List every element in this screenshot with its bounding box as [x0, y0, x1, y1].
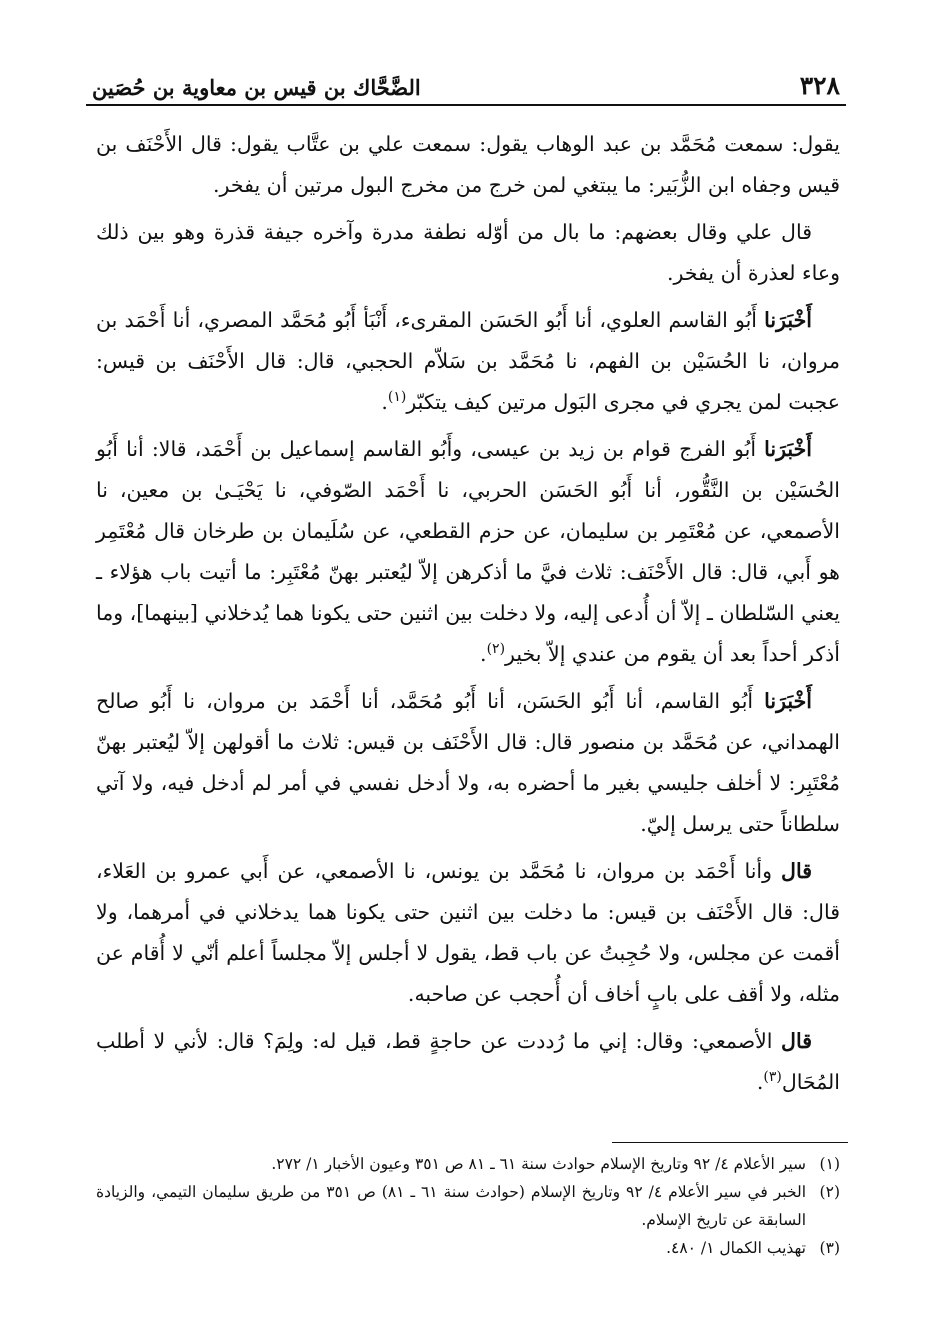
- footnote-marker: (٢): [486, 641, 506, 658]
- footnote-text: سير الأعلام ٤/ ٩٢ وتاريخ الإسلام حوادث سنة ٦١ ـ ٨١ ص ٣٥١ وعيون الأخبار ١/ ٢٧٢.: [271, 1155, 806, 1173]
- paragraph-text: الأصمعي: وقال: إني ما رُددت عن حاجةٍ قط، قيل له: ولِمَ؟ قال: لأني لا أطلب المُحَال: [96, 1029, 840, 1094]
- footnote: [96, 1178, 840, 1234]
- page-number: ٣٢٨: [799, 71, 840, 100]
- header-rule: [86, 104, 846, 106]
- footnotes: [96, 1150, 840, 1262]
- paragraph: أَخْبَرَنا أَبُو الفرج قوام بن زيد بن عيسى، وأَبُو القاسم إسماعيل بن أَحْمَد، قالا: أنا أَبُو الحُسَيْن بن النَّقُّور، أنا أَبُو الحَسَن الحربي، نا أَحْمَد الصّوفي، نا يَحْيَـىٰ بن معين، نا الأصمعي، عن مُعْتَمِر بن سليمان، عن حزم القطعي، عن سُلَيمان بن طرخان قال مُعْتَمِر هو أَبي، قال: قال الأَحْنَف: ثلاث فيَّ ما أذكرهن إلاّ ليُعتبر بهنّ مُعْتَبِر: ما أتيت باب هؤلاء ـ يعني السّلطان ـ إلاّ أن أُدعى إليه، ولا دخلت بين اثنين حتى يكونا هما يُدخلاني [بينهما]، وما أذكر أحداً بعد أن يقوم من عندي إلاّ بخير$^{(٢)}$.: [96, 437, 840, 666]
- running-title: الضَّحَّاك بن قيس بن معاوية بن حُصَين: [92, 75, 421, 100]
- paragraph-text: أَبُو الفرج قوام بن زيد بن عيسى، وأَبُو القاسم إسماعيل بن أَحْمَد، قالا: أنا أَبُو الحُسَيْن بن النَّقُّور، أنا أَبُو الحَسَن الحربي، نا أَحْمَد الصّوفي، نا يَحْيَـىٰ بن معين، نا الأصمعي، عن مُعْتَمِر بن سليمان، عن حزم القطعي، عن سُلَيمان بن طرخان قال مُعْتَمِر هو أَبي، قال: قال الأَحْنَف: ثلاث فيَّ ما أذكرهن إلاّ ليُعتبر بهنّ مُعْتَبِر: ما أتيت باب هؤلاء ـ يعني السّلطان ـ إلاّ أن أُدعى إليه، ولا دخلت بين اثنين حتى يكونا هما يُدخلاني [بينهما]، وما أذكر أحداً بعد أن يقوم من عندي إلاّ بخير: [96, 437, 840, 666]
- paragraph-text: أَبُو القاسم، أنا أَبُو الحَسَن، أنا أَبُو مُحَمَّد، أنا أَحْمَد بن مروان، نا أَبُو صالح الهمداني، عن مُحَمَّد بن منصور قال: قال الأَحْنَف بن قيس: ثلاث ما أقولهن إلاّ ليُعتبر بهنّ مُعْتَبِر: لا أخلف جليسي بغير ما أحضره به، ولا أدخل نفسي في أمر لم أدخل فيه، ولا آتي سلطاناً حتى يرسل إليّ.: [96, 689, 840, 836]
- page-header: [92, 62, 840, 98]
- main-text: [96, 124, 840, 1109]
- paragraph-text: وأنا أَحْمَد بن مروان، نا مُحَمَّد بن يونس، نا الأصمعي، عن أَبي عمرو بن العَلاء، قال: قال الأَحْنَف بن قيس: ما دخلت بين اثنين حتى يكونا هما يدخلاني في أمرهما، ولا أقمت عن مجلس، ولا حُجِبتُ عن باب قط، يقول لا أجلس إلاّ مجلساً أعلم أنّي لا أُقام عن مثله، ولا أقف على بابٍ أخاف أن أُحجب عن صاحبه.: [96, 859, 840, 1006]
- paragraph: [96, 851, 840, 1015]
- footnote-marker: (٣): [763, 1069, 782, 1086]
- footnote-text: تهذيب الكمال ١/ ٤٨٠.: [666, 1239, 806, 1257]
- footnote-rule: [612, 1142, 848, 1143]
- paragraph-lead: أَخْبَرَنا: [764, 308, 812, 332]
- paragraph: [96, 212, 840, 294]
- paragraph: [96, 681, 840, 845]
- paragraph-text: قال علي وقال بعضهم: ما بال من أوّله نطفة مدرة وآخره جيفة قذرة وهو بين ذلك وعاء لعذرة أن يفخر.: [96, 220, 840, 285]
- footnote-number: (٣): [819, 1239, 840, 1257]
- paragraph-text: يقول: سمعت مُحَمَّد بن عبد الوهاب يقول: سمعت علي بن عتَّاب يقول: قال الأَحْنَف بن قيس وجفاه ابن الزُّبَير: ما يبتغي لمن خرج من مخرج البول مرتين أن يفخر.: [96, 132, 840, 197]
- paragraph-lead: قال: [781, 859, 812, 883]
- footnote-marker: (١): [387, 389, 407, 406]
- footnote-number: (١): [819, 1155, 840, 1173]
- paragraph-lead: قال: [781, 1029, 812, 1053]
- footnote-text: الخبر في سير الأعلام ٤/ ٩٢ وتاريخ الإسلام (حوادث سنة ٦١ ـ ٨١) ص ٣٥١ من طريق سليمان التيمي، والزيادة السابقة عن تاريخ الإسلام.: [96, 1183, 807, 1229]
- paragraph-lead: أَخْبَرَنا: [764, 437, 812, 461]
- paragraph: قال الأصمعي: وقال: إني ما رُددت عن حاجةٍ قط، قيل له: ولِمَ؟ قال: لأني لا أطلب المُحَال$^{(٣)}$.: [96, 1029, 840, 1094]
- footnote-number: (٢): [819, 1183, 840, 1201]
- footnote: [96, 1234, 840, 1262]
- paragraph-text: أَبُو القاسم العلوي، أنا أَبُو الحَسَن المقرىء، أَنْبَأ أَبُو مُحَمَّد المصري، أنا أَحْمَد بن مروان، نا الحُسَيْن بن الفهم، نا مُحَمَّد بن سَلاّم الحجبي، قال: قال الأَحْنَف بن قيس: عجبت لمن يجري في مجرى البَول مرتين كيف يتكبّر: [96, 308, 840, 414]
- footnote: [96, 1150, 840, 1178]
- paragraph-lead: أَخْبَرَنا: [764, 689, 812, 713]
- paragraph: [96, 124, 840, 206]
- paragraph: أَخْبَرَنا أَبُو القاسم العلوي، أنا أَبُو الحَسَن المقرىء، أَنْبَأ أَبُو مُحَمَّد المصري، أنا أَحْمَد بن مروان، نا الحُسَيْن بن الفهم، نا مُحَمَّد بن سَلاّم الحجبي، قال: قال الأَحْنَف بن قيس: عجبت لمن يجري في مجرى البَول مرتين كيف يتكبّر$^{(١)}$.: [96, 308, 840, 414]
